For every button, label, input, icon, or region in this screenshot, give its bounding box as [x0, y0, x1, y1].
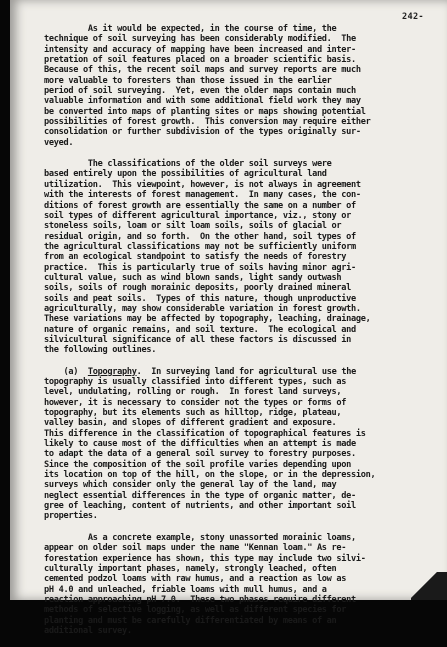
heading-suffix: . In surveying land for agricultural use the: [136, 366, 356, 377]
paragraph: [44, 533, 434, 636]
text-line: be converted into maps of planting sites or maps showing potential: [44, 106, 366, 117]
section-heading-line: [44, 367, 434, 377]
paragraph: [44, 24, 434, 148]
text-line: neglect essential differences in the type of organic matter, de-: [44, 490, 356, 501]
text-line: likely to cause most of the difficulties when an attempt is made: [44, 439, 356, 450]
text-line: These variations may be affected by topography, leaching, drainage,: [44, 314, 371, 325]
text-line: culturally important phases, namely, strongly leached, often: [44, 563, 337, 574]
text-line: nature of organic remains, and soil texture. The ecological and: [44, 324, 356, 335]
text-line: reaction approaching pH 7.0. These two phases require different: [44, 594, 356, 605]
text-line: gree of leaching, content of nutrients, and other important soil: [44, 501, 356, 512]
text-line: practice. This is particularly true of soils having minor agri-: [44, 262, 356, 273]
paragraph: [44, 367, 434, 522]
text-line: As it would be expected, in the course of time, the: [44, 24, 337, 34]
text-line: utilization. This viewpoint, however, is not always in agreement: [44, 179, 361, 190]
text-line: pH 4.0 and unleached, friable loams with mull humus, and a: [44, 584, 327, 595]
text-line: soils and peat soils. Types of this nature, though unproductive: [44, 293, 356, 304]
text-line: intensity and accuracy of mapping have been increased and inter-: [44, 44, 356, 55]
text-line: methods of selective logging, as well as different species for: [44, 605, 347, 616]
text-line: veyed.: [44, 137, 74, 148]
text-line: additional survey.: [44, 625, 132, 636]
paragraph: [44, 159, 434, 356]
text-line: however, it is necessary to consider not the types or forms of: [44, 397, 347, 408]
text-line: silvicultural significance of all these factors is discussed in: [44, 334, 352, 345]
text-line: As a concrete example, stony unassorted morainic loams,: [44, 532, 356, 543]
text-line: period of soil surveying. Yet, even the older maps contain much: [44, 86, 356, 97]
text-line: with the interests of forest management. In many cases, the con-: [44, 190, 361, 201]
text-line: the agricultural classifications may not be sufficiently uniform: [44, 241, 356, 252]
text-line: consolidation or further subdivision of the types originally sur-: [44, 127, 361, 138]
text-line: agriculturally, may show considerable variation in forest growth.: [44, 303, 361, 314]
text-line: possibilities of forest growth. This conversion may require either: [44, 117, 371, 128]
page-number: 242-: [402, 12, 424, 22]
section-heading: Topography: [87, 366, 137, 377]
text-line: pretation of soil features placed on a broader scientific basis.: [44, 55, 356, 66]
text-line: surveys which consider only the general lay of the land, may: [44, 480, 337, 491]
text-line: cemented podzol loams with raw humus, and a reaction as low as: [44, 574, 347, 585]
text-line: forestation experience has shown, this type may include two silvi-: [44, 553, 366, 564]
text-line: more valuable to foresters than those issued in the earlier: [44, 75, 332, 86]
text-line: topography is usually classified into different types, such as: [44, 377, 347, 387]
text-line: based entirely upon the possibilities of agricultural land: [44, 169, 327, 180]
document-page: [10, 0, 447, 636]
text-line: from an ecological standpoint to satisfy the needs of forestry: [44, 252, 347, 263]
text-line: soil types of different agricultural importance, viz., stony or: [44, 210, 352, 221]
text-line: ditions of forest growth are essentially the same on a number of: [44, 200, 356, 211]
text-line: planting and must be carefully differentiated by means of an: [44, 615, 337, 626]
text-line: valuable information and with some additional field work they may: [44, 96, 361, 107]
text-line: This difference in the classification of topographical features is: [44, 428, 366, 439]
heading-prefix: (a): [44, 366, 88, 377]
body-text: [44, 24, 434, 647]
text-line: properties.: [44, 511, 98, 522]
text-line: valley basin, and slopes of different gradient and exposure.: [44, 418, 337, 429]
text-line: Because of this, the recent soil maps and survey reports are much: [44, 65, 361, 76]
text-line: The classifications of the older soil surveys were: [44, 159, 332, 170]
text-line: Since the composition of the soil profile varies depending upon: [44, 459, 352, 470]
text-line: technique of soil surveying has been considerably modified. The: [44, 34, 356, 45]
text-line: stoneless soils, loam or silt loam soils, soils of glacial or: [44, 221, 342, 232]
text-line: appear on older soil maps under the name "Kennan loam." As re-: [44, 543, 347, 554]
text-line: to adapt the data of a general soil survey to forestry purposes.: [44, 449, 356, 460]
text-line: cultural value, such as wind blown sands, light sandy outwash: [44, 272, 342, 283]
text-line: level, undulating, rolling or rough. In forest land surveys,: [44, 387, 342, 398]
text-line: the following outlines.: [44, 345, 157, 356]
text-line: soils, soils of rough morainic deposits, poorly drained mineral: [44, 283, 352, 294]
text-line: residual origin, and so forth. On the other hand, soil types of: [44, 231, 356, 242]
text-line: topography, but its elements such as hilltop, ridge, plateau,: [44, 408, 342, 419]
text-line: its location on top of the hill, on the slope, or in the depression,: [44, 470, 376, 481]
